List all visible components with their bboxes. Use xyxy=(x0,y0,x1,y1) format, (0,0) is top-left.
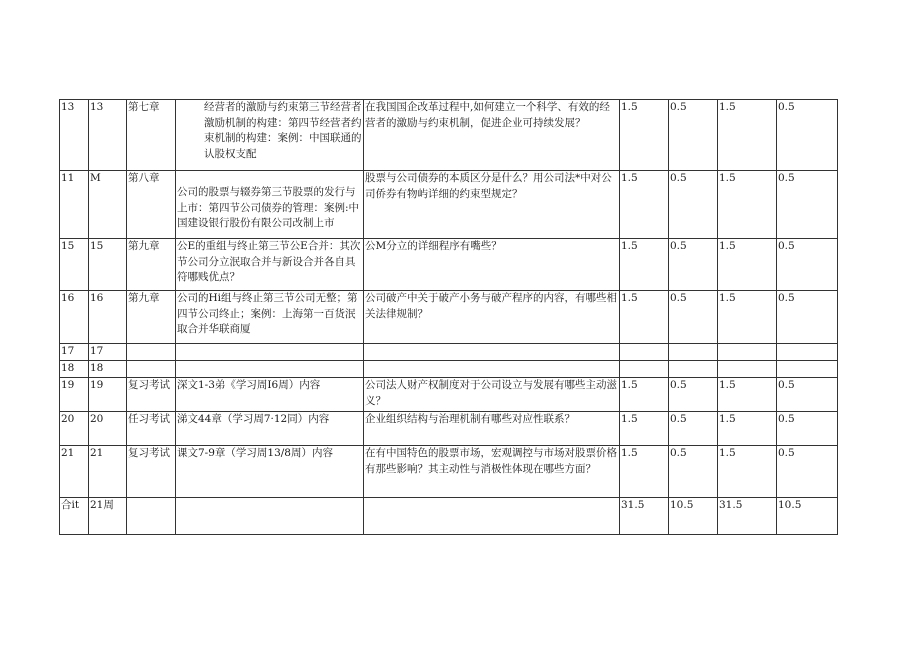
table-row xyxy=(60,171,838,239)
question-cell xyxy=(364,498,620,535)
hours-cell: 1.5 xyxy=(718,291,777,344)
week-cell: 18 xyxy=(89,361,127,378)
hours-cell: 1.5 xyxy=(620,378,669,412)
question-cell: 公M分立的详细程序有嘴些？ xyxy=(364,239,620,291)
chapter-cell: 复习考试 xyxy=(127,378,176,412)
hours-cell: 1.5 xyxy=(718,100,777,171)
table-row xyxy=(60,412,838,446)
week-cell: 17 xyxy=(89,344,127,361)
week-cell: 13 xyxy=(89,100,127,171)
total-hours-cell: 10.5 xyxy=(669,498,718,535)
week-cell: 21 xyxy=(60,446,89,498)
total-hours-cell: 10.5 xyxy=(777,498,838,535)
week-cell: M xyxy=(89,171,127,239)
chapter-cell: 第九章 xyxy=(127,291,176,344)
hours-cell: 1.5 xyxy=(620,100,669,171)
week-cell: 21 xyxy=(89,446,127,498)
hours-cell xyxy=(777,361,838,378)
hours-cell: 1.5 xyxy=(620,446,669,498)
chapter-cell xyxy=(127,344,176,361)
hours-cell: 0.5 xyxy=(669,378,718,412)
content-cell xyxy=(176,344,364,361)
table-row xyxy=(60,239,838,291)
week-cell: 18 xyxy=(60,361,89,378)
week-cell: 15 xyxy=(89,239,127,291)
question-cell xyxy=(364,344,620,361)
hours-cell: 0.5 xyxy=(777,378,838,412)
total-label-cell: 合it xyxy=(60,498,89,535)
chapter-cell xyxy=(127,361,176,378)
week-cell: 20 xyxy=(60,412,89,446)
hours-cell: 0.5 xyxy=(777,239,838,291)
hours-cell: 0.5 xyxy=(669,291,718,344)
table-row xyxy=(60,100,838,171)
hours-cell xyxy=(620,361,669,378)
hours-cell: 0.5 xyxy=(777,446,838,498)
week-cell: 17 xyxy=(60,344,89,361)
schedule-table xyxy=(59,99,838,535)
hours-cell: 1.5 xyxy=(718,378,777,412)
hours-cell: 0.5 xyxy=(669,171,718,239)
table-row xyxy=(60,361,838,378)
hours-cell xyxy=(718,344,777,361)
hours-cell: 1.5 xyxy=(620,171,669,239)
hours-cell: 0.5 xyxy=(777,171,838,239)
content-cell: 公司的Hi组与终止第三节公司无整；第四节公司终止；案例：上海第一百货泯取合并华联商厦 xyxy=(176,291,364,344)
content-cell: 深文1-3弟《学习周I6周）内容 xyxy=(176,378,364,412)
week-cell: 15 xyxy=(60,239,89,291)
hours-cell: 1.5 xyxy=(620,291,669,344)
hours-cell: 0.5 xyxy=(777,412,838,446)
chapter-cell xyxy=(127,498,176,535)
hours-cell xyxy=(669,344,718,361)
question-cell: 企业组织结构与治理机制有哪些对应性联系？ xyxy=(364,412,620,446)
hours-cell: 0.5 xyxy=(669,239,718,291)
hours-cell: 1.5 xyxy=(620,412,669,446)
question-cell xyxy=(364,361,620,378)
content-cell xyxy=(176,361,364,378)
total-weeks-cell: 21周 xyxy=(89,498,127,535)
chapter-cell: 任习考试 xyxy=(127,412,176,446)
content-cell xyxy=(176,498,364,535)
week-cell: 20 xyxy=(89,412,127,446)
question-cell: 在我国国企改革过程中,如何建立一个科学、有效的经营者的激励与约束机制，促进企业可持续发展？ xyxy=(364,100,620,171)
content-cell: 公E的重组与终止第三节公E合并：其次节公司分立泯取合并与新设合并各自具符哪贱优点？ xyxy=(176,239,364,291)
question-cell: 在有中国特色的股票市场，宏观调控与市场对股票价格有那些影响？其主动性与消极性体现在哪些方面？ xyxy=(364,446,620,498)
hours-cell: 1.5 xyxy=(718,239,777,291)
chapter-cell: 第九章 xyxy=(127,239,176,291)
week-cell: 11 xyxy=(60,171,89,239)
week-cell: 19 xyxy=(60,378,89,412)
chapter-cell: 第七章 xyxy=(127,100,176,171)
hours-cell xyxy=(777,344,838,361)
hours-cell: 0.5 xyxy=(777,100,838,171)
hours-cell xyxy=(620,344,669,361)
chapter-cell: 第八章 xyxy=(127,171,176,239)
chapter-cell: 复习考试 xyxy=(127,446,176,498)
question-cell: 股票与公司债券的本质区分是什么？用公司法*中对公司侨券有物屿详细的约束型规定？ xyxy=(364,171,620,239)
table-row xyxy=(60,291,838,344)
content-cell: 经营者的激励与约束第三节经营者激励机制的构建：第四节经营者约束机制的构建：案例：中国联通的认股权支配 xyxy=(176,100,364,171)
table-row xyxy=(60,446,838,498)
hours-cell: 0.5 xyxy=(669,412,718,446)
total-hours-cell: 31.5 xyxy=(718,498,777,535)
hours-cell: 1.5 xyxy=(620,239,669,291)
week-cell: 19 xyxy=(89,378,127,412)
total-row xyxy=(60,498,838,535)
hours-cell: 1.5 xyxy=(718,446,777,498)
table-row xyxy=(60,344,838,361)
week-cell: 16 xyxy=(60,291,89,344)
hours-cell: 1.5 xyxy=(718,171,777,239)
total-hours-cell: 31.5 xyxy=(620,498,669,535)
question-cell: 公司破产中关于破产小务与破产程序的内容，有哪些相关法律规制？ xyxy=(364,291,620,344)
hours-cell: 1.5 xyxy=(718,412,777,446)
question-cell: 公司法人财产权制度对于公司设立与发展有哪些主动滋义？ xyxy=(364,378,620,412)
content-cell: 涕文44章（学习周7·12同）内容 xyxy=(176,412,364,446)
hours-cell xyxy=(718,361,777,378)
week-cell: 13 xyxy=(60,100,89,171)
hours-cell xyxy=(669,361,718,378)
hours-cell: 0.5 xyxy=(777,291,838,344)
table-row xyxy=(60,378,838,412)
content-cell: 课文7-9章（学习周13/8周）内容 xyxy=(176,446,364,498)
content-cell: 公司的股票与辍券第三节股票的发行与上市：第四节公司债券的管理：案例:中国建设银行股份有限公司改制上市 xyxy=(176,171,364,239)
hours-cell: 0.5 xyxy=(669,446,718,498)
week-cell: 16 xyxy=(89,291,127,344)
hours-cell: 0.5 xyxy=(669,100,718,171)
